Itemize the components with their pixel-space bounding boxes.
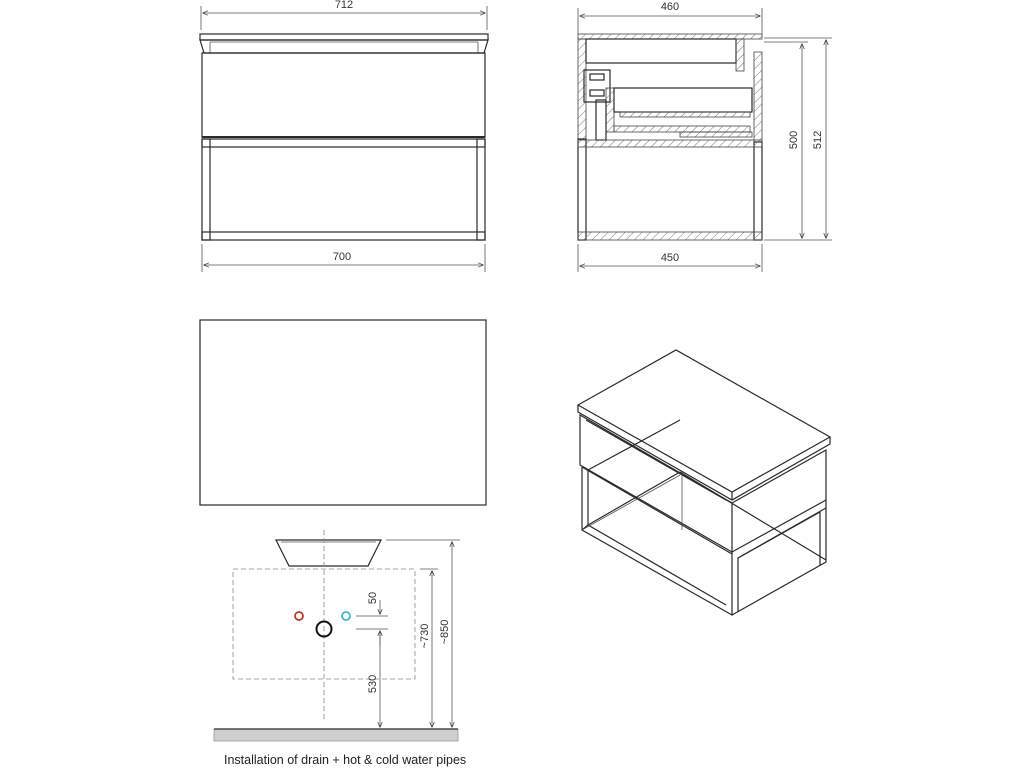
dimension-side-top — [578, 1, 762, 34]
installation-caption: Installation of drain + hot & cold water pipes — [224, 753, 467, 767]
dim-50-label: 50 — [367, 591, 379, 605]
dim-460-label: 460 — [660, 1, 680, 13]
side-section-view — [578, 1, 832, 272]
installation-diagram — [214, 530, 466, 767]
dim-700-label: 700 — [332, 251, 352, 263]
dim-450-label: 450 — [660, 252, 680, 264]
front-frame — [202, 139, 485, 240]
side-frame-section — [578, 139, 762, 240]
dimension-front-bottom — [202, 244, 485, 272]
dimension-side-heights — [764, 38, 832, 240]
dim-530-label: 530 — [367, 674, 379, 694]
cold-water-pipe — [342, 612, 350, 620]
side-drawer-section — [584, 70, 752, 140]
basin — [276, 540, 381, 566]
dimension-side-bottom — [578, 244, 762, 272]
dimension-front-top — [201, 0, 487, 30]
isometric-view — [578, 350, 830, 615]
dim-512-label: 512 — [812, 130, 824, 150]
floor — [214, 729, 458, 741]
front-view — [200, 0, 488, 272]
hot-water-pipe — [295, 612, 303, 620]
dim-712-label: 712 — [334, 0, 354, 11]
dim-500-label: 500 — [788, 130, 800, 150]
dim-850-label: ~850 — [439, 619, 451, 645]
top-view-countertop — [200, 320, 486, 505]
front-drawer — [202, 53, 485, 137]
front-countertop — [200, 34, 488, 40]
dim-730-label: ~730 — [419, 623, 431, 649]
